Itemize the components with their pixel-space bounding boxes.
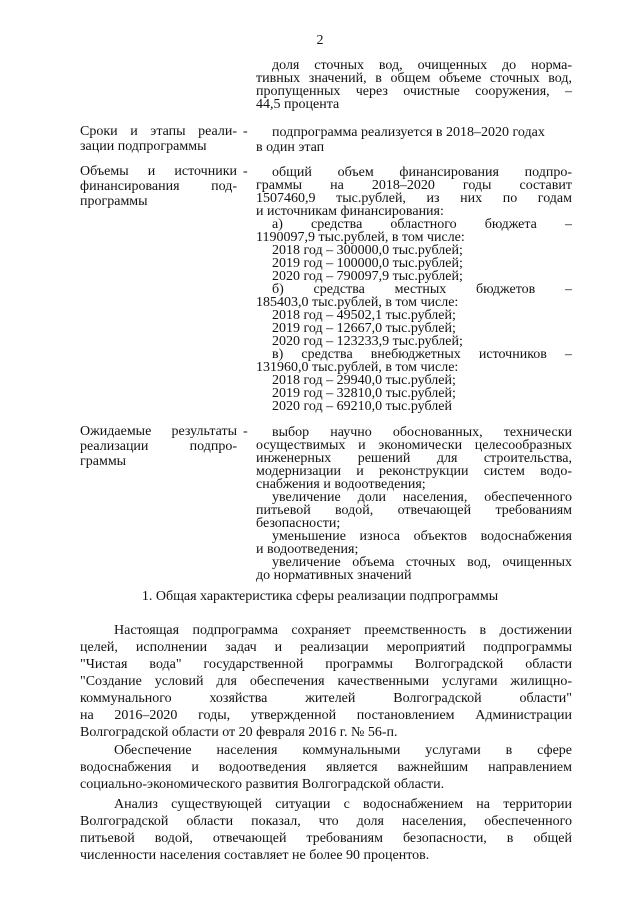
paragraph-line: социально-экономического развития Волгоградской области. bbox=[80, 777, 445, 792]
row-text-line: доля сточных вод, очищенных до норма- bbox=[272, 58, 572, 73]
row-text-line: 185403,0 тыс.рублей, в том числе: bbox=[256, 295, 459, 310]
row-text-line: увеличение объема сточных вод, очищенных bbox=[272, 555, 572, 570]
row-text-line: 2018 год – 29940,0 тыс.рублей; bbox=[272, 373, 456, 388]
row-text-line: 2018 год – 49502,1 тыс.рублей; bbox=[272, 308, 456, 323]
row-text-line: б) средства местных бюджетов – bbox=[272, 282, 572, 297]
row-text-line: общий объем финансирования подпро- bbox=[272, 165, 572, 180]
row-label-line: программы bbox=[80, 194, 148, 209]
section-heading: 1. Общая характеристика сферы реализации подпрограммы bbox=[141, 589, 499, 604]
row-text-line: 44,5 процента bbox=[256, 97, 340, 112]
row-text-line: пропущенных через очистные сооружения, – bbox=[256, 84, 572, 99]
paragraph-line: питьевой водой, отвечающей требованиям безопасности, в общей bbox=[80, 831, 572, 846]
paragraph-line: коммунального хозяйства жителей Волгоградской области" bbox=[80, 691, 572, 706]
row-text-line: инженерных решений для строительства, bbox=[256, 451, 572, 466]
row-text-line: 2018 год – 300000,0 тыс.рублей; bbox=[272, 243, 463, 258]
paragraph-line: Настоящая подпрограмма сохраняет преемственность в достижении bbox=[114, 623, 572, 638]
row-dash: - bbox=[243, 424, 248, 439]
row-label-line: реализации подпро- bbox=[80, 439, 237, 454]
row-text-line: 131960,0 тыс.рублей, в том числе: bbox=[256, 360, 459, 375]
page-number: 2 bbox=[316, 33, 324, 48]
row-text-line: питьевой водой, отвечающей требованиям bbox=[256, 503, 572, 518]
row-label-line: граммы bbox=[80, 454, 127, 469]
row-label-line: Объемы и источники bbox=[80, 164, 237, 179]
paragraph-line: Волгоградской области показал, что доля населения, обеспеченного bbox=[80, 814, 572, 829]
paragraph-line: целей, исполнении задач и реализации мероприятий подпрограммы bbox=[80, 640, 572, 655]
row-text-line: 1507460,9 тыс.рублей, из них по годам bbox=[256, 191, 572, 206]
row-text-line: подпрограмма реализуется в 2018–2020 годах bbox=[272, 125, 545, 140]
row-text-line: выбор научно обоснованных, технически bbox=[272, 425, 572, 440]
row-text-line: 1190097,9 тыс.рублей, в том числе: bbox=[256, 230, 465, 245]
row-text-line: в) средства внебюджетных источников – bbox=[272, 347, 572, 362]
paragraph-line: Обеспечение населения коммунальными услугами в сфере bbox=[114, 743, 572, 758]
paragraph-line: "Чистая вода" государственной программы Волгоградской области bbox=[80, 657, 572, 672]
row-text-line: модернизации и реконструкции систем водо- bbox=[256, 464, 572, 479]
row-label-line: финансирования под- bbox=[80, 179, 237, 194]
row-text-line: в один этап bbox=[256, 140, 325, 155]
paragraph-line: "Создание условий для обеспечения качественными услугами жилищно- bbox=[80, 674, 572, 689]
row-text-line: граммы на 2018–2020 годы составит bbox=[256, 178, 572, 193]
row-text-line: уменьшение износа объектов водоснабжения bbox=[272, 529, 572, 544]
row-label-line: зации подпрограммы bbox=[80, 139, 207, 154]
row-text-line: 2019 год – 12667,0 тыс.рублей; bbox=[272, 321, 456, 336]
row-text-line: 2019 год – 100000,0 тыс.рублей; bbox=[272, 256, 463, 271]
row-text-line: 2020 год – 123233,9 тыс.рублей; bbox=[272, 334, 463, 349]
row-text-line: до нормативных значений bbox=[256, 568, 412, 583]
row-text-line: и водоотведения; bbox=[256, 542, 359, 557]
row-text-line: осуществимых и экономически целесообразных bbox=[256, 438, 572, 453]
paragraph-line: численности населения составляет не более 90 процентов. bbox=[80, 848, 430, 863]
row-text-line: снабжения и водоотведения; bbox=[256, 477, 426, 492]
row-label-line: Сроки и этапы реали- bbox=[80, 124, 237, 139]
row-dash: - bbox=[243, 124, 248, 139]
paragraph-line: Анализ существующей ситуации с водоснабжением на территории bbox=[114, 797, 572, 812]
row-label-line: Ожидаемые результаты bbox=[80, 424, 237, 439]
row-text-line: безопасности; bbox=[256, 516, 341, 531]
row-dash: - bbox=[243, 164, 248, 179]
row-text-line: а) средства областного бюджета – bbox=[272, 217, 572, 232]
paragraph-line: водоснабжения и водоотведения является важнейшим направлением bbox=[80, 760, 572, 775]
row-text-line: 2019 год – 32810,0 тыс.рублей; bbox=[272, 386, 456, 401]
row-text-line: увеличение доли населения, обеспеченного bbox=[272, 490, 572, 505]
paragraph-line: на 2016–2020 годы, утвержденной постановлением Администрации bbox=[80, 708, 572, 723]
row-text-line: тивных значений, в общем объеме сточных вод, bbox=[256, 71, 572, 86]
row-text-line: 2020 год – 790097,9 тыс.рублей; bbox=[272, 269, 463, 284]
row-text-line: и источникам финансирования: bbox=[256, 204, 444, 219]
paragraph-line: Волгоградской области от 20 февраля 2016 г. № 56-п. bbox=[80, 725, 398, 740]
row-text-line: 2020 год – 69210,0 тыс.рублей bbox=[272, 399, 452, 414]
